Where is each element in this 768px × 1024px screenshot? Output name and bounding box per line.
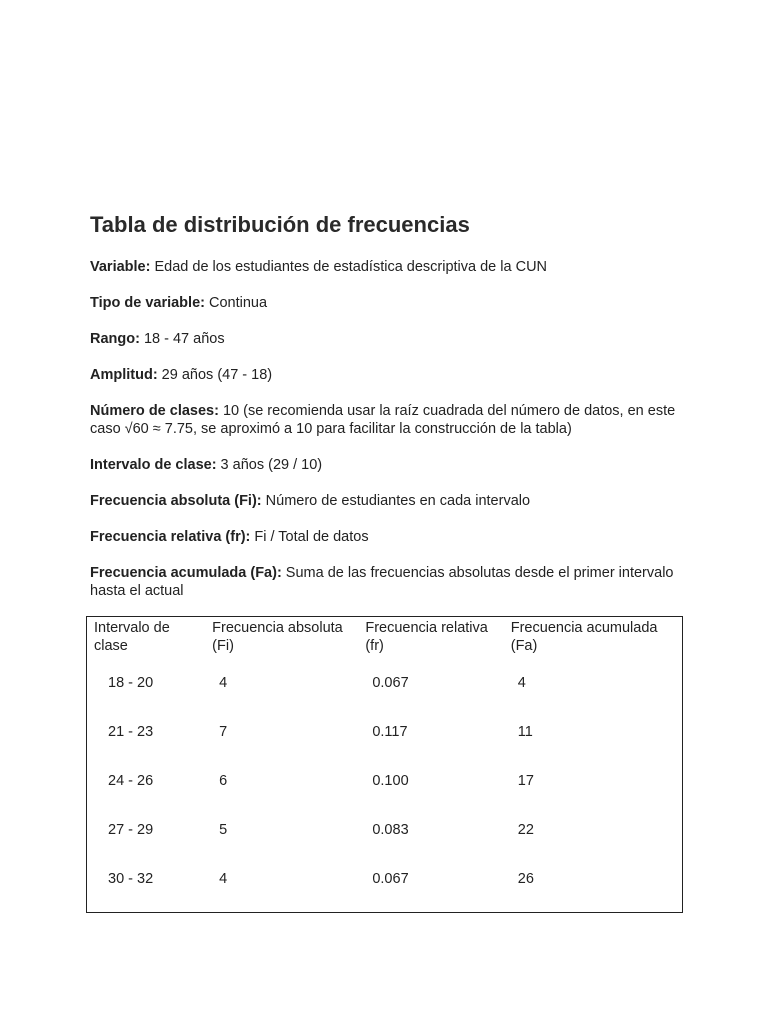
cell-cumulative-frequency [504,716,683,765]
cell-cumulative-frequency [504,765,683,814]
table-row [87,765,683,814]
definition-label: Frecuencia acumulada (Fa): [90,565,282,581]
cell-text: 17 [517,773,534,789]
cell-text: 26 [517,871,534,887]
cell-interval [87,716,206,765]
definition-text: 10 (se recomienda usar la raíz cuadrada del número de datos, en este caso √60 ≈ 7.75, se aproximó a 10 para facilitar la construcción de la tabla) [90,403,676,437]
cell-relative-frequency [358,814,503,863]
column-header-interval: Intervalo de clase [94,620,170,654]
definition-number-of-classes [90,402,690,438]
table-row [87,863,683,913]
cell-interval [87,667,206,716]
definition-amplitude [90,366,690,384]
cell-text: 0.083 [372,822,409,838]
cell-text: 4 [219,675,228,691]
cell-text: 0.067 [372,675,409,691]
cell-text: 0.067 [372,871,409,887]
definition-label: Frecuencia absoluta (Fi): [90,493,262,509]
cell-relative-frequency [358,716,503,765]
frequency-table [86,616,683,913]
cell-relative-frequency [358,667,503,716]
cell-text: 4 [219,871,228,887]
definition-label: Tipo de variable: [90,295,205,311]
column-header-relative-frequency: Frecuencia relativa (fr) [365,620,488,654]
cell-text: 0.100 [372,773,409,789]
cell-absolute-frequency [205,863,358,913]
definition-cumulative-frequency [90,564,690,600]
cell-cumulative-frequency [504,667,683,716]
page-title: Tabla de distribución de frecuencias [90,212,470,237]
definition-text: Número de estudiantes en cada intervalo [261,493,531,509]
cell-relative-frequency [358,765,503,814]
definition-label: Intervalo de clase: [90,457,217,473]
cell-text: 22 [517,822,534,838]
definition-variable-type [90,294,690,312]
definition-text: 18 - 47 años [139,331,225,347]
definition-relative-frequency [90,528,690,546]
cell-text: 21 - 23 [108,724,154,740]
cell-absolute-frequency [205,667,358,716]
cell-text: 5 [219,822,228,838]
definition-label: Amplitud: [90,367,158,383]
definition-absolute-frequency [90,492,690,510]
cell-text: 18 - 20 [108,675,154,691]
cell-text: 6 [219,773,228,789]
definition-text: Suma de las frecuencias absolutas desde el primer intervalo hasta el actual [90,565,674,599]
cell-text: 27 - 29 [108,822,154,838]
cell-text: 24 - 26 [108,773,154,789]
definition-label: Número de clases: [90,403,219,419]
cell-interval [87,765,206,814]
cell-absolute-frequency [205,765,358,814]
cell-text: 0.117 [372,724,408,740]
definition-text: 3 años (29 / 10) [216,457,323,473]
cell-text: 7 [219,724,228,740]
cell-cumulative-frequency [504,814,683,863]
definition-label: Rango: [90,331,140,347]
definition-class-interval [90,456,690,474]
definition-text: Edad de los estudiantes de estadística descriptiva de la CUN [150,259,548,275]
definition-text: Fi / Total de datos [250,529,369,545]
table-row [87,716,683,765]
definition-text: 29 años (47 - 18) [157,367,273,383]
column-header-cumulative-frequency: Frecuencia acumulada (Fa) [510,620,658,654]
cell-text: 30 - 32 [108,871,154,887]
definition-label: Frecuencia relativa (fr): [90,529,251,545]
cell-absolute-frequency [205,716,358,765]
table-header-row [87,617,683,668]
definition-label: Variable: [90,259,151,275]
definition-variable [90,258,690,276]
cell-relative-frequency [358,863,503,913]
cell-cumulative-frequency [504,863,683,913]
cell-absolute-frequency [205,814,358,863]
table-row [87,814,683,863]
table-row [87,667,683,716]
column-header-absolute-frequency: Frecuencia absoluta (Fi) [212,620,343,654]
definition-range [90,330,690,348]
cell-text: 4 [517,675,526,691]
document-body [90,210,690,600]
cell-interval [87,863,206,913]
cell-text: 11 [517,724,533,740]
cell-interval [87,814,206,863]
definition-text: Continua [204,295,268,311]
